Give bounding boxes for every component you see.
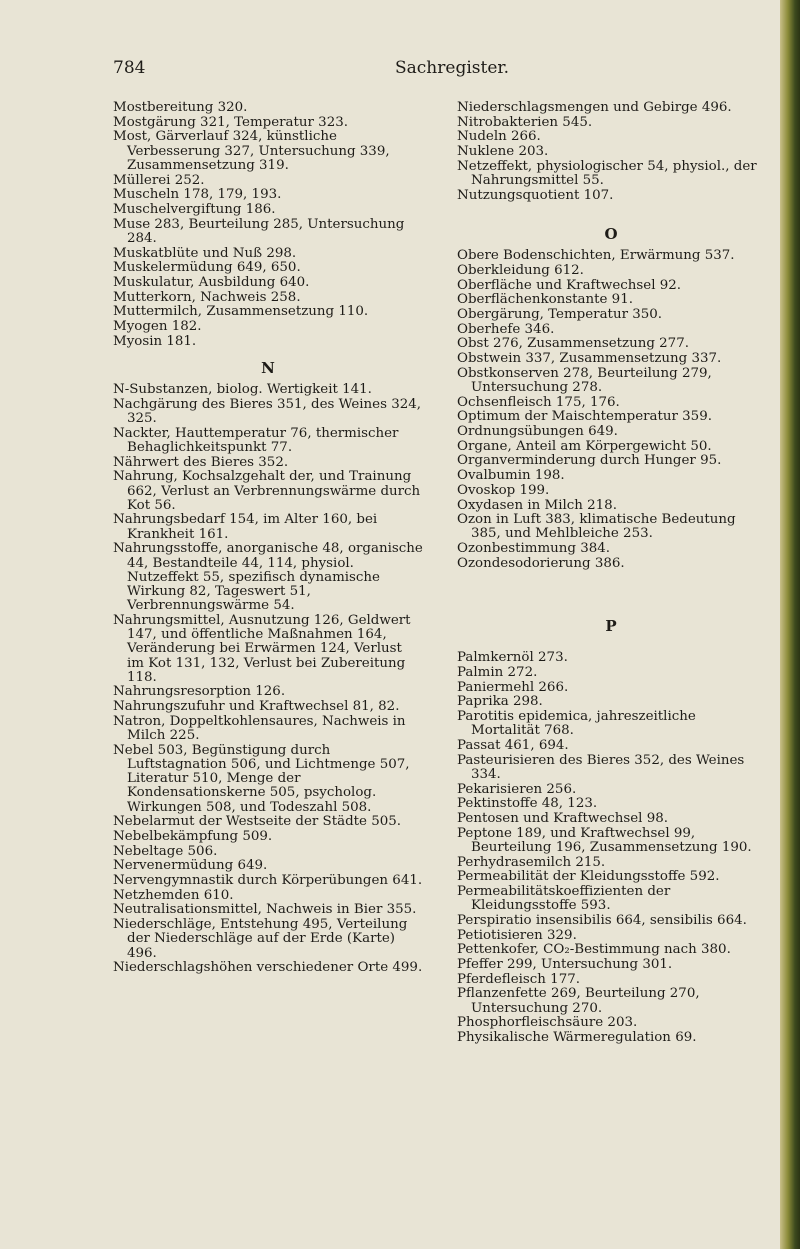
index-entry: Nuklene 203. <box>457 144 549 160</box>
index-entry: Niederschlagshöhen verschiedener Orte 499. <box>113 960 423 976</box>
section-letter-n: N <box>261 358 275 377</box>
index-entry: Pferdefleisch 177. <box>457 971 580 987</box>
index-entry: Nackter, Hauttemperatur 76, thermischer Behaglichkeitspunkt 77. <box>113 425 399 455</box>
index-entry: Nervengymnastik durch Körperübungen 641. <box>113 873 423 889</box>
index-entry: Ozonbestimmung 384. <box>457 541 611 557</box>
page-number: 784 <box>113 58 146 78</box>
index-entry: Muskelermüdung 649, 650. <box>113 260 301 276</box>
index-entry: Muskulatur, Ausbildung 640. <box>113 274 310 290</box>
index-entry: Niederschlagsmengen und Gebirge 496. <box>457 100 732 115</box>
index-entry: Pektinstoffe 48, 123. <box>457 796 598 812</box>
entries-n <box>113 383 423 975</box>
index-entry: Obstwein 337, Zusammensetzung 337. <box>457 351 722 367</box>
index-entry: Nahrungsresorption 126. <box>113 684 286 700</box>
index-entry: Neutralisationsmittel, Nachweis in Bier 355. <box>113 902 417 918</box>
index-entry: Parotitis epidemica, jahreszeitliche Mortalität 768. <box>457 709 696 739</box>
index-entry: Muskatblüte und Nuß 298. <box>113 245 297 261</box>
index-entry: Müllerei 252. <box>113 172 205 188</box>
index-entry: Perhydrasemilch 215. <box>457 854 606 870</box>
index-entry: Passat 461, 694. <box>457 738 569 754</box>
index-entry: Nebelarmut der Westseite der Städte 505. <box>113 814 402 830</box>
index-entry: Nudeln 266. <box>457 129 541 145</box>
index-entry: Permeabilität der Kleidungsstoffe 592. <box>457 869 720 885</box>
index-entry: Oberflächenkonstante 91. <box>457 292 633 308</box>
index-entry: Obergärung, Temperatur 350. <box>457 306 663 322</box>
index-entry: Perspiratio insensibilis 664, sensibilis 664. <box>457 912 747 928</box>
index-entry: Peptone 189, und Kraftwechsel 99, Beurteilung 196, Zusammensetzung 190. <box>457 825 752 855</box>
entries-n-continued <box>457 101 765 203</box>
index-entry: Ordnungsübungen 649. <box>457 424 618 440</box>
entries-o <box>457 249 765 571</box>
running-title: Sachregister. <box>395 58 510 78</box>
index-entry: Nährwert des Bieres 352. <box>113 454 289 470</box>
index-entry: Muttermilch, Zusammensetzung 110. <box>113 304 369 320</box>
index-entry: Palmin 272. <box>457 665 538 680</box>
index-entry: Ovalbumin 198. <box>457 468 565 484</box>
index-entry: Nahrungsmittel, Ausnutzung 126, Geldwert 147, und öffentliche Maßnahmen 164, Veränderung bei Erwärmen 124, Verlust im Kot 131, 132, Verlust bei Zubereitung 118. <box>113 612 411 685</box>
index-entry: Ozondesodorierung 386. <box>457 555 625 571</box>
index-entry: Palmkernöl 273. <box>457 650 568 666</box>
index-entry: Oberfläche und Kraftwechsel 92. <box>457 277 682 293</box>
index-entry: Obst 276, Zusammensetzung 277. <box>457 336 689 352</box>
index-entry: Nebelbekämpfung 509. <box>113 828 273 844</box>
index-entry: Nahrungsbedarf 154, im Alter 160, bei Krankheit 161. <box>113 512 378 542</box>
index-entry: Mostgärung 321, Temperatur 323. <box>113 114 349 130</box>
index-entry: Permeabilitätskoeffizienten der Kleidungsstoffe 593. <box>457 884 671 914</box>
page-header <box>0 58 780 82</box>
index-entry: Ochsenfleisch 175, 176. <box>457 394 620 410</box>
index-entry: Nebeltage 506. <box>113 843 218 859</box>
index-entry: Netzhemden 610. <box>113 887 234 903</box>
section-letter-o: O <box>604 224 618 243</box>
index-entry: Pentosen und Kraftwechsel 98. <box>457 811 669 827</box>
index-entry: Ozon in Luft 383, klimatische Bedeutung 385, und Mehlbleiche 253. <box>457 512 736 542</box>
index-entry: Mostbereitung 320. <box>113 100 248 115</box>
index-column-right <box>457 101 765 1046</box>
index-entry: Nachgärung des Bieres 351, des Weines 324, 325. <box>113 396 422 427</box>
index-entry: Oberhefe 346. <box>457 321 555 337</box>
index-entry: Nervenermüdung 649. <box>113 858 268 874</box>
entries-p <box>457 651 765 1045</box>
index-entry: Optimum der Maischtemperatur 359. <box>457 409 712 425</box>
index-entry: Natron, Doppeltkohlensaures, Nachweis in Milch 225. <box>113 713 406 744</box>
page-edge-shadow <box>780 0 800 1249</box>
index-entry: Pflanzenfette 269, Beurteilung 270, Untersuchung 270. <box>457 986 700 1016</box>
index-entry: Obstkonserven 278, Beurteilung 279, Untersuchung 278. <box>457 365 712 395</box>
index-entry: Myosin 181. <box>113 333 197 349</box>
index-entry: Petiotisieren 329. <box>457 927 577 943</box>
index-entry: Nutzungsquotient 107. <box>457 187 614 203</box>
index-entry: Nitrobakterien 545. <box>457 114 593 130</box>
index-column-left <box>113 101 423 976</box>
index-entry: Oxydasen in Milch 218. <box>457 497 617 513</box>
index-entry: Organverminderung durch Hunger 95. <box>457 453 722 469</box>
index-entry: Niederschläge, Entstehung 495, Verteilung der Niederschläge auf der Erde (Karte) 496. <box>113 917 408 961</box>
index-entry: Pekarisieren 256. <box>457 781 577 797</box>
index-entry: Oberkleidung 612. <box>457 262 584 278</box>
index-entry: Organe, Anteil am Körpergewicht 50. <box>457 438 712 454</box>
index-entry: Ovoskop 199. <box>457 482 550 498</box>
index-entry: Netzeffekt, physiologischer 54, physiol., der Nahrungsmittel 55. <box>457 158 757 189</box>
index-entry: Most, Gärverlauf 324, künstliche Verbesserung 327, Untersuchung 339, Zusammensetzung 319. <box>113 129 390 173</box>
index-entry: Nebel 503, Begünstigung durch Luftstagnation 506, und Lichtmenge 507, Literatur 510, Menge der Kondensationskerne 505, psycholog. Wirkungen 508, und Todeszahl 508. <box>113 742 410 815</box>
index-entry: Nahrung, Kochsalzgehalt der, und Trainung 662, Verlust an Verbrennungswärme durch Kot 56. <box>113 469 421 513</box>
index-entry: Phosphorfleischsäure 203. <box>457 1015 638 1031</box>
index-entry: Pasteurisieren des Bieres 352, des Weines 334. <box>457 752 745 782</box>
index-entry: Myogen 182. <box>113 319 202 335</box>
index-entry: Nahrungszufuhr und Kraftwechsel 81, 82. <box>113 699 400 715</box>
index-entry: N-Substanzen, biolog. Wertigkeit 141. <box>113 382 372 398</box>
index-entry: Physikalische Wärmeregulation 69. <box>457 1030 697 1046</box>
entries-m <box>113 101 423 349</box>
index-entry: Pettenkofer, CO₂-Bestimmung nach 380. <box>457 942 731 958</box>
index-entry: Paniermehl 266. <box>457 679 569 695</box>
index-entry: Pfeffer 299, Untersuchung 301. <box>457 957 673 973</box>
index-entry: Muscheln 178, 179, 193. <box>113 187 282 203</box>
index-entry: Paprika 298. <box>457 694 543 710</box>
index-entry: Muse 283, Beurteilung 285, Untersuchung 284. <box>113 216 405 246</box>
index-entry: Muschelvergiftung 186. <box>113 201 276 217</box>
index-entry: Mutterkorn, Nachweis 258. <box>113 289 301 305</box>
section-letter-p: P <box>605 617 617 636</box>
index-entry: Obere Bodenschichten, Erwärmung 537. <box>457 248 735 264</box>
index-entry: Nahrungsstoffe, anorganische 48, organische 44, Bestandteile 44, 114, physiol. Nutzeffekt 55, spezifisch dynamische Wirkung 82, Tageswert 51, Verbrennungswärme 54. <box>113 541 423 614</box>
